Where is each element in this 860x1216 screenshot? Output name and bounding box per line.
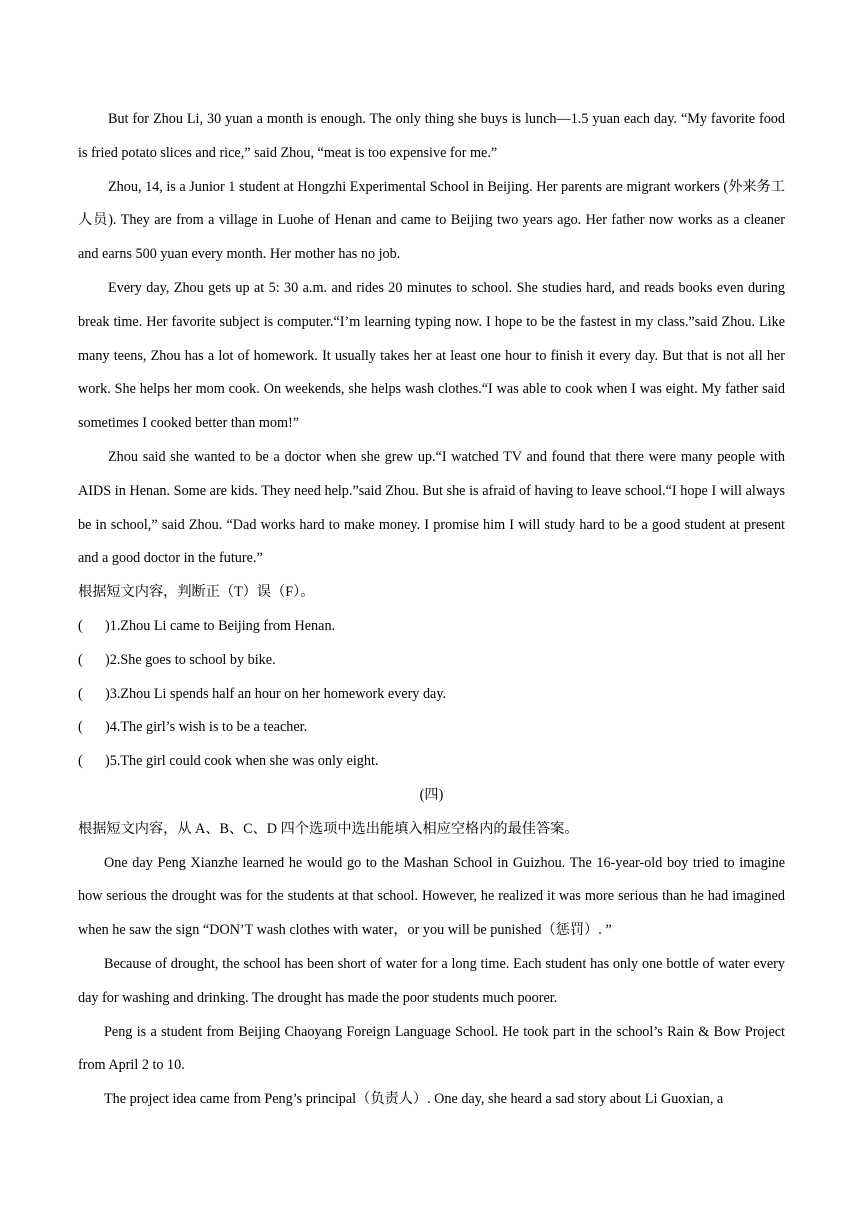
passage-four-paragraph-1: One day Peng Xianzhe learned he would go to the Mashan School in Guizhou. The 16-year-old boy tried to imagine how serious the drought was for the students at that school. However, he realized it was more serious than he had imagined when he saw the sign “DON’T wash clothes with water，or you will be punished（惩罚）. ” <box>78 854 785 939</box>
question-1 <box>78 610 785 644</box>
passage-three-paragraph-3: Every day, Zhou gets up at 5: 30 a.m. and rides 20 minutes to school. She studies hard, and reads books even during break time. Her favorite subject is computer.“I’m learning typing now. I hope to be the fastest in my class.”said Zhou. Like many teens, Zhou has a lot of homework. It usually takes her at least one hour to finish it every day. But that is not all her work. She helps her mom cook. On weekends, she helps wash clothes.“I was able to cook when I was eight. My father said sometimes I cooked better than mom!” <box>78 279 785 432</box>
passage-three-paragraph-4: Zhou said she wanted to be a doctor when she grew up.“I watched TV and found that there were many people with AIDS in Henan. Some are kids. They need help.”said Zhou. But she is afraid of having to leave school.“I hope I will always be in school,” said Zhou. “Dad works hard to make money. I promise him I will study hard to be a good student at present and a good doctor in the future.” <box>78 448 785 567</box>
question-5 <box>78 745 785 779</box>
question-4-open-paren: ( <box>78 719 83 736</box>
question-2-answer-blank[interactable] <box>88 644 105 678</box>
question-4-answer-blank[interactable] <box>88 711 105 745</box>
passage-three-paragraph-2: Zhou, 14, is a Junior 1 student at Hongzhi Experimental School in Beijing. Her parents are migrant workers (外来务工人员). They are from a village in Luohe of Henan and came to Beijing two years ago. Her father now works as a cleaner and earns 500 yuan every month. Her mother has no job. <box>78 178 785 263</box>
passage-three-instruction: 根据短文内容，判断正（T）误（F）。 <box>78 584 315 601</box>
passage-four-instruction: 根据短文内容，从 A、B、C、D 四个选项中选出能填入相应空格内的最佳答案。 <box>78 820 579 837</box>
question-2 <box>78 644 785 678</box>
question-3-text: )3.Zhou Li spends half an hour on her homework every day. <box>105 685 447 702</box>
question-1-open-paren: ( <box>78 617 83 634</box>
question-4-text: )4.The girl’s wish is to be a teacher. <box>105 719 308 736</box>
question-1-text: )1.Zhou Li came to Beijing from Henan. <box>105 617 336 634</box>
passage-four-paragraph-2: Because of drought, the school has been short of water for a long time. Each student has only one bottle of water every day for washing and drinking. The drought has made the poor students much poorer. <box>78 955 785 1006</box>
question-5-answer-blank[interactable] <box>88 745 105 779</box>
question-3 <box>78 678 785 712</box>
passage-four-paragraph-4: The project idea came from Peng’s principal（负责人）. One day, she heard a sad story about Li Guoxian, a <box>104 1091 724 1108</box>
question-3-open-paren: ( <box>78 685 83 702</box>
question-5-open-paren: ( <box>78 753 83 770</box>
passage-four-paragraph-3: Peng is a student from Beijing Chaoyang Foreign Language School. He took part in the school’s Rain & Bow Project from April 2 to 10. <box>78 1023 785 1074</box>
question-2-text: )2.She goes to school by bike. <box>105 651 276 668</box>
passage-three-paragraph-1: But for Zhou Li, 30 yuan a month is enough. The only thing she buys is lunch—1.5 yuan each day. “My favorite food is fried potato slices and rice,” said Zhou, “meat is too expensive for me.” <box>78 111 785 161</box>
section-heading: (四) <box>419 786 444 803</box>
question-5-text: )5.The girl could cook when she was only eight. <box>105 753 379 770</box>
question-1-answer-blank[interactable] <box>88 610 105 644</box>
question-3-answer-blank[interactable] <box>88 678 105 712</box>
true-false-question-list <box>78 610 785 779</box>
question-2-open-paren: ( <box>78 651 83 668</box>
document-page <box>78 103 785 1117</box>
question-4 <box>78 711 785 745</box>
